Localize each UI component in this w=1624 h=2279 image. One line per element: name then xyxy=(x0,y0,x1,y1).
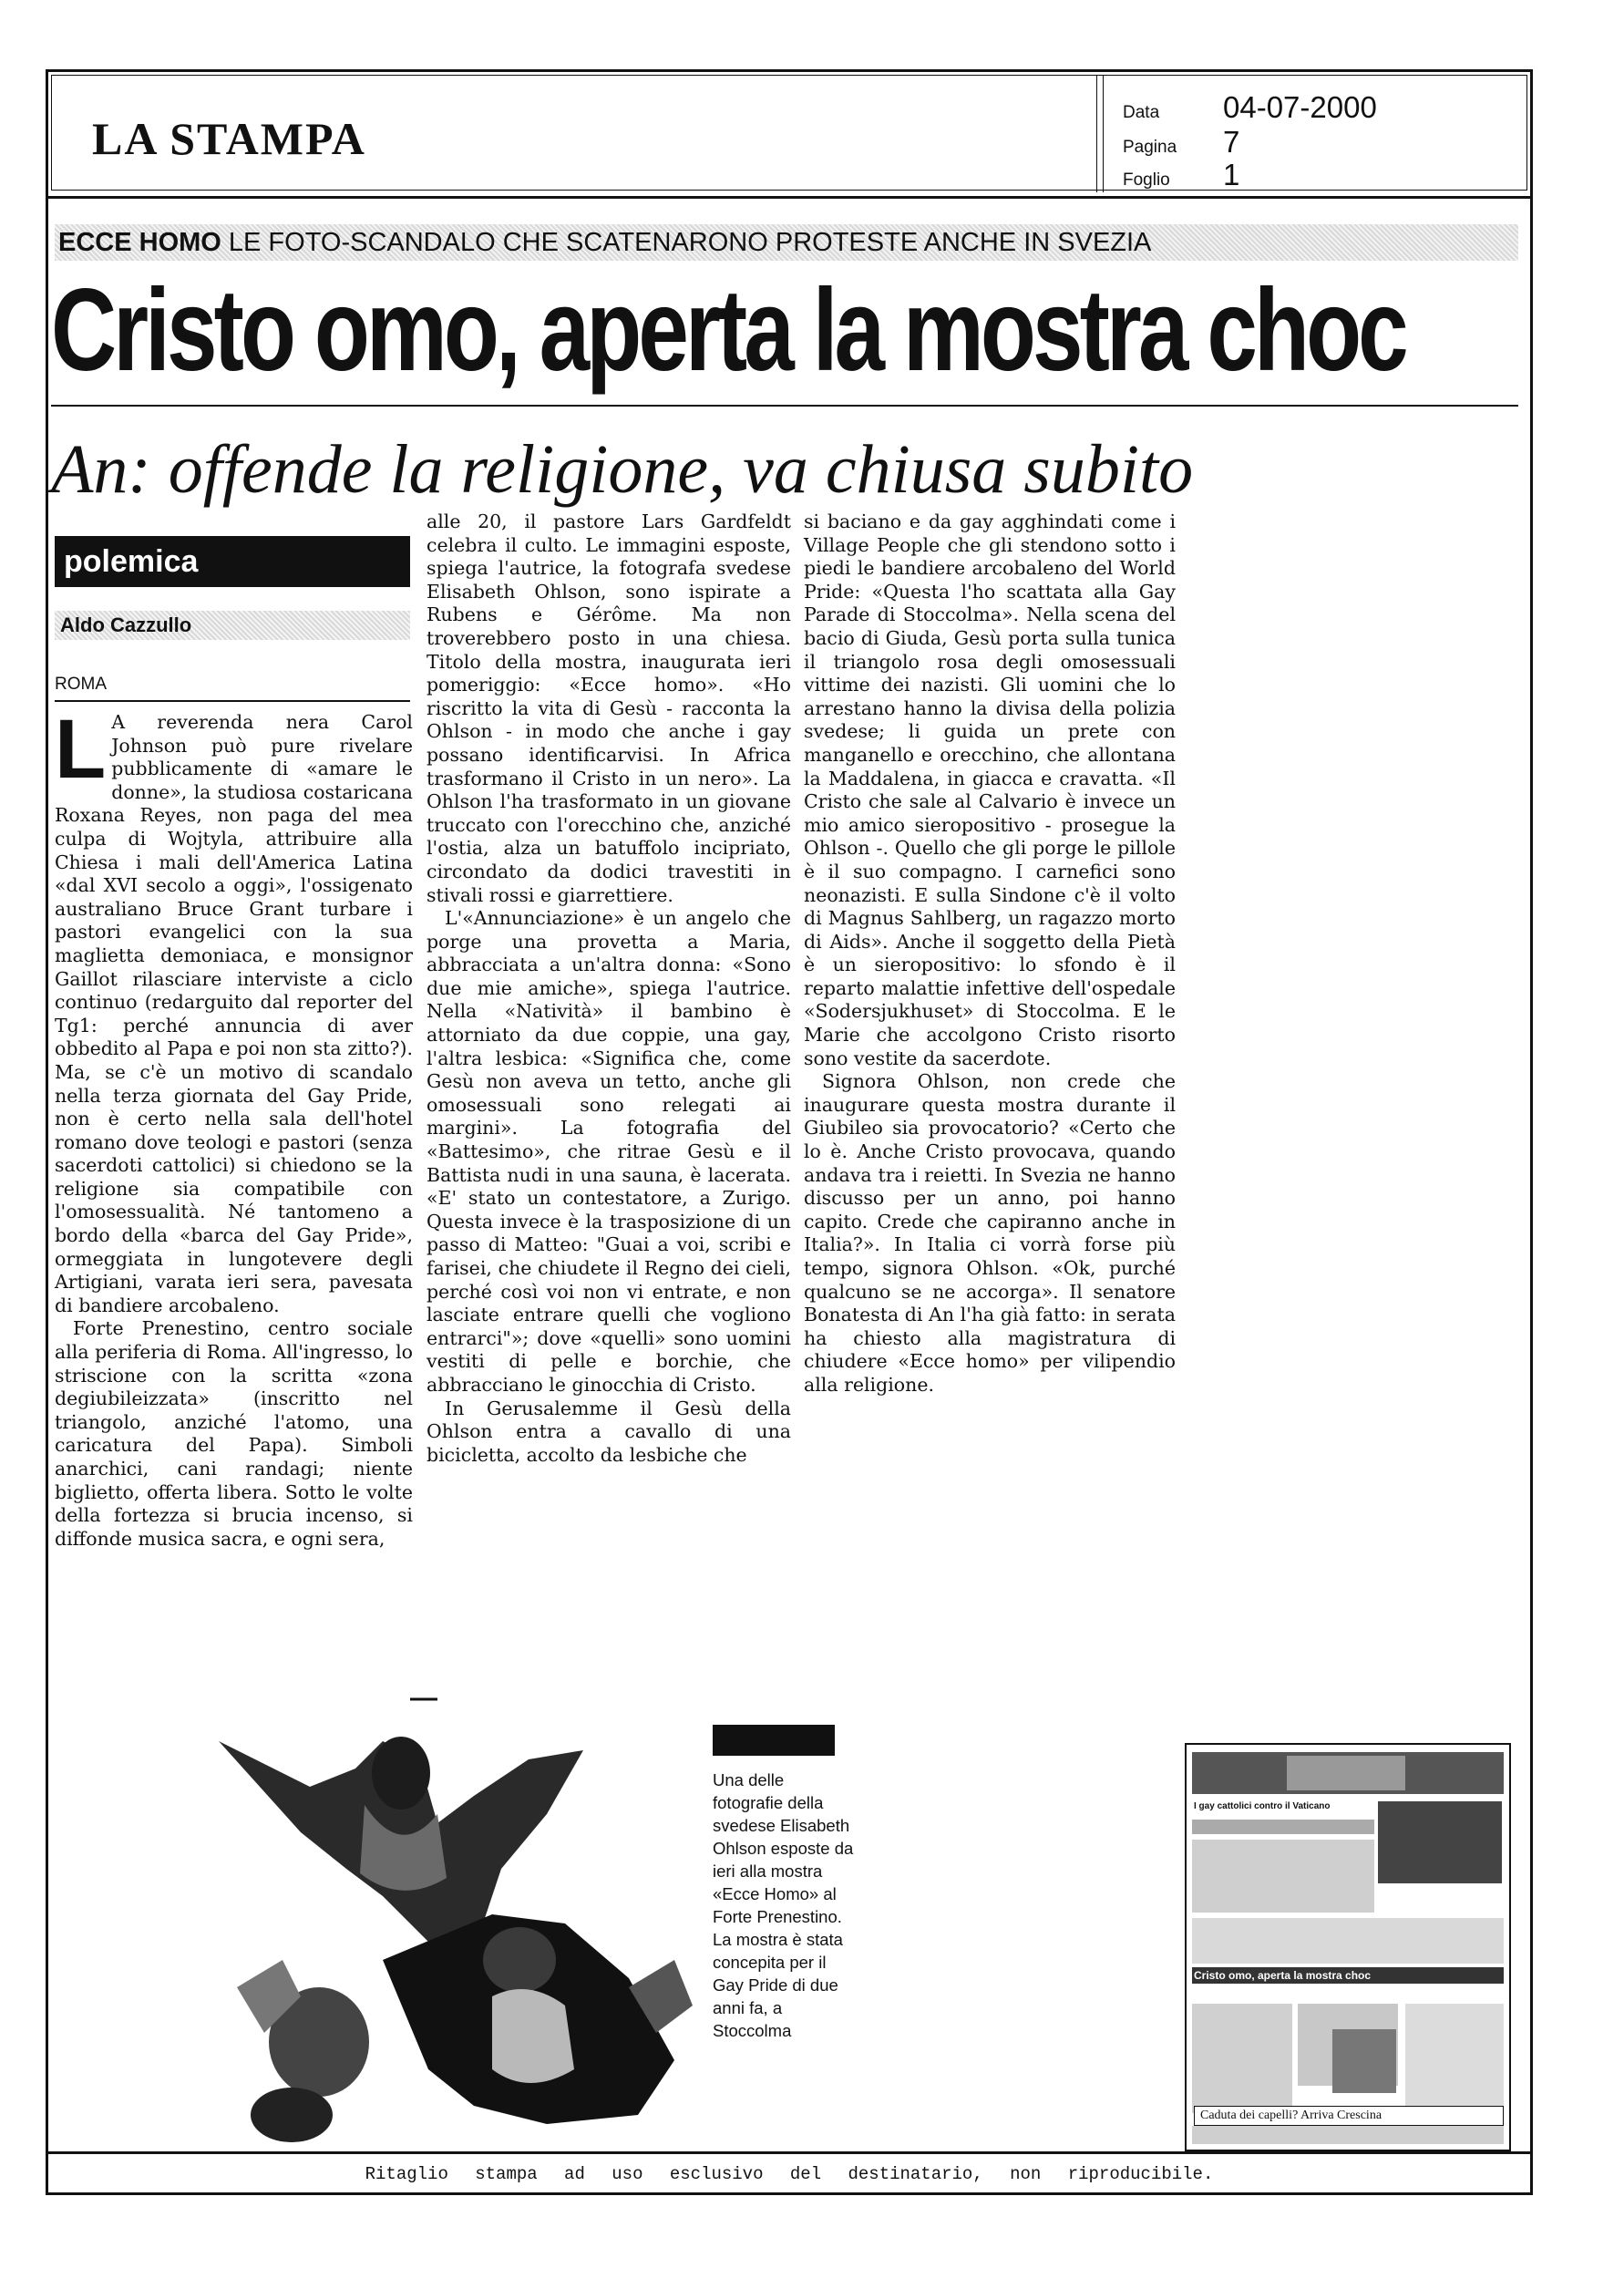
meta-row-date xyxy=(1123,90,1377,125)
paragraph: In Gerusalemme il Gesù della Ohlson entra a cavallo di una bicicletta, accolto da lesbiche che xyxy=(427,1397,791,1466)
page-thumbnail xyxy=(1185,1743,1511,2151)
paragraph xyxy=(55,703,413,1317)
article-column-2 xyxy=(427,510,791,1467)
meta-value: 7 xyxy=(1223,125,1240,159)
paragraph: Forte Prenestino, centro sociale alla periferia di Roma. All'ingresso, lo striscione con la scritta «zona degiubileizzata» (inscritto nel triangolo, anziché l'atomo, una caricatura del Papa). Simboli anarchici, cani randagi; niente biglietto, offerta libera. Sotto le volte della fortezza si brucia incenso, si diffonde musica sacra, e ogni sera, xyxy=(55,1317,413,1550)
meta-label: Foglio xyxy=(1123,170,1170,190)
article-kicker xyxy=(55,224,1518,261)
photo-caption: Una delle fotografie della svedese Elisabeth Ohlson esposte da ieri alla mostra «Ecce Homo» al Forte Prenestino. La mostra è stata concepita per il Gay Pride di due anni fa, a Stoccolma xyxy=(713,1770,854,2040)
meta-value: 04-07-2000 xyxy=(1223,90,1377,124)
meta-label: Data xyxy=(1123,103,1160,122)
article-subhead: An: offende la religione, va chiusa subito xyxy=(51,431,1194,508)
author-byline: Aldo Cazzullo xyxy=(55,611,410,640)
thumbnail-top-headline: I gay cattolici contro il Vaticano xyxy=(1194,1801,1331,1811)
thumbnail-inner-headline: Cristo omo, aperta la mostra choc xyxy=(1194,1969,1372,1982)
kicker-text: LE FOTO-SCANDALO CHE SCATENARONO PROTESTE ANCHE IN SVEZIA xyxy=(221,228,1152,257)
header-inner-border xyxy=(51,75,1527,191)
article-dateline: ROMA xyxy=(55,675,410,702)
meta-value: 1 xyxy=(1223,158,1240,191)
article-headline: Cristo omo, aperta la mostra choc xyxy=(51,265,1405,396)
newspaper-masthead: LA STAMPA xyxy=(92,113,366,164)
paragraph: Signora Ohlson, non crede che inaugurare questa mostra durante il Giubileo sia provocatorio? «Certo che lo è. Anche Cristo provocava, quando andava tra i reietti. In Svezia ne hanno discusso per un anno, poi hanno capito. Crede che capiranno anche in Italia?». In Italia ci vorrà forse più tempo, signora Ohlson. «Ok, purché qualcuno se ne accorga». Il senatore Bonatesta di An l'ha già fatto: in serata ha chiesto alla magistratura di chiudere «Ecce homo» per vilipendio alla religione. xyxy=(804,1070,1176,1396)
thumbnail-ad: Caduta dei capelli? Arriva Crescina xyxy=(1194,2106,1504,2126)
clipping-header xyxy=(46,69,1533,199)
article-column-1 xyxy=(55,703,413,1551)
meta-box xyxy=(1096,76,1529,192)
meta-row-sheet xyxy=(1123,158,1239,192)
caption-bar xyxy=(713,1725,835,1756)
drop-cap: L xyxy=(55,703,107,796)
meta-row-page xyxy=(1123,125,1239,160)
headline-rule xyxy=(51,405,1518,407)
paragraph: alle 20, il pastore Lars Gardfeldt celebra il culto. Le immagini esposte, spiega l'autrice, la fotografa svedese Elisabeth Ohlson, sono ispirate a Rubens e Gérôme. Ma non troverebbero posto in una chiesa. Titolo della mostra, inaugurata ieri pomeriggio: «Ecce homo». «Ho riscritto la vita di Gesù - racconta la Ohlson - in modo che anche i gay possano identificarvisi. In Africa trasformano il Cristo in un nero». La Ohlson l'ha trasformato in un giovane truccato con l'orecchino che, anziché l'ostia, alza un batuffolo incipriato, circondato da dodici travestiti in stivali rossi e giarrettiere. xyxy=(427,510,791,906)
article-column-3 xyxy=(804,510,1176,1397)
meta-divider xyxy=(1103,76,1104,192)
section-tag: polemica xyxy=(55,536,410,587)
paragraph: si baciano e da gay agghindati come i Village People che gli stendono sotto i piedi le bandiere arcobaleno del World Pride: «Questa l'ho scattata alla Gay Parade di Stoccolma». Nella scena del bacio di Giuda, Gesù porta sulla tunica il triangolo rosa degli omosessuali vittime dei nazisti. Gli uomini che lo arrestano hanno la divisa della polizia svedese; li guida un prete con manganello e orecchino, che allontana la Maddalena, in giacca e cravatta. «Il Cristo che sale al Calvario è invece un mio amico sieropositivo - prosegue la Ohlson -. Quello che gli porge le pillole è il suo compagno. I carnefici sono neonazisti. E sulla Sindone c'è il volto di Magnus Sahlberg, un ragazzo morto di Aids». Anche il soggetto della Pietà è un sieropositivo: lo sfondo è il reparto malattie infettive dell'ospedale «Sodersjukhuset» di Stoccolma. E le Marie che accolgono Cristo risorto sono vestite da sacerdote. xyxy=(804,510,1176,1069)
copyright-footer: Ritaglio stampa ad uso esclusivo del destinatario, non riproducibile. xyxy=(46,2151,1533,2195)
meta-label: Pagina xyxy=(1123,138,1177,157)
kicker-bold: ECCE HOMO xyxy=(58,228,221,257)
paragraph: L'«Annunciazione» è un angelo che porge una provetta a Maria, abbracciata a un'altra donna: «Sono due mie amiche», spiega l'autrice. Nella «Natività» il bambino è attorniato da due coppie, una gay, l'altra lesbica: «Significa che, come Gesù non aveva un tetto, anche gli omosessuali sono relegati ai margini». La fotografia del «Battesimo», che ritrae Gesù e il Battista nudi in una sauna, è lacerata. «E' stato un contestatore, a Zurigo. Questa invece è la trasposizione di un passo di Matteo: "Guai a voi, scribi e farisei, che chiudete il Regno dei cieli, perché così voi non vi entrate, e non lasciate entrare quelli che vogliono entrarci"»; dove «quelli» sono uomini vestiti di pelle e borchie, che abbracciano le ginocchia di Cristo. xyxy=(427,907,791,1396)
paragraph-text: A reverenda nera Carol Johnson può pure rivelare pubblicamente di «amare le donne», la studiosa costaricana Roxana Reyes, non paga del mea culpa di Wojtyla, attribuire alla Chiesa i mali dell'America Latina «dal XVI secolo a oggi», l'ossigenato australiano Bruce Grant turbare i pastori evangelici con la sua maglietta demoniaca, e monsignor Gaillot rilasciare interviste a ciclo continuo (redarguito dal reporter del Tg1: perché annuncia di aver obbedito al Papa e poi non sta zitto?). Ma, se c'è un motivo di scandalo nella terza giornata del Gay Pride, non è certo nella sala dell'hotel romano dove teologi e pastori (senza sacerdoti cattolici) si chiedono se la religione sia compatibile con l'omosessualità. Né tantomeno a bordo della «barca del Gay Pride», ormeggiata in lungotevere degli Artigiani, varata ieri sera, pavesata di bandiere arcobaleno. xyxy=(55,711,413,1316)
